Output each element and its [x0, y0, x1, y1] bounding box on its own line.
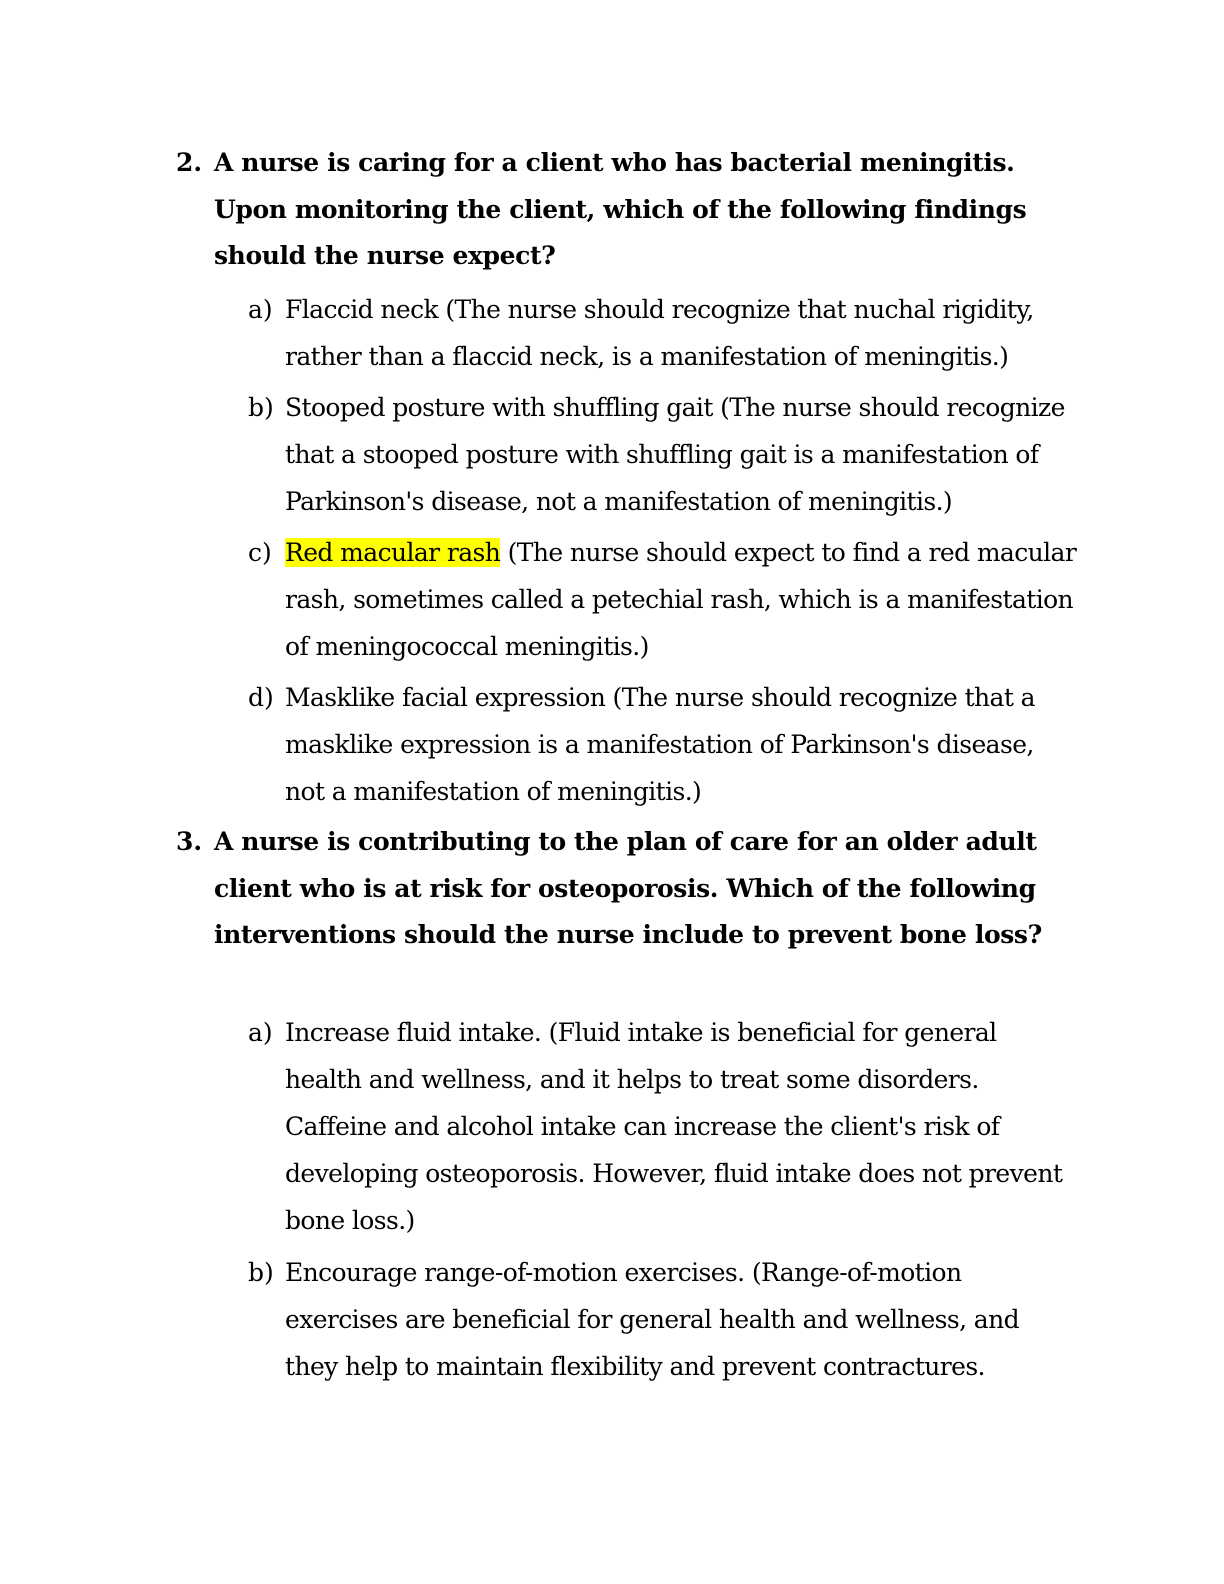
question-text: A nurse is contributing to the plan of care for an older adult client who is at risk for osteoporosis. Which of the following interventions should the nurse include to prevent bone loss?: [214, 827, 1042, 949]
option-letter: b): [248, 1258, 274, 1287]
option-letter: b): [248, 393, 274, 422]
option-text: Encourage range-of-motion exercises. (Range-of-motion exercises are beneficial for general health and wellness, and they help to maintain flexibility and prevent contractures.: [285, 1258, 1020, 1381]
option-text: Masklike facial expression (The nurse should recognize that a masklike expression is a manifestation of Parkinson's disease, not a manifestation of meningitis.): [285, 683, 1035, 806]
option-text: Flaccid neck (The nurse should recognize that nuchal rigidity, rather than a flaccid neck, is a manifestation of meningitis.): [285, 295, 1034, 371]
question-text: A nurse is caring for a client who has bacterial meningitis. Upon monitoring the client, which of the following findings should the nurse expect?: [214, 148, 1027, 270]
option-letter: c): [248, 538, 272, 567]
option-letter: a): [248, 1018, 273, 1047]
option-letter: d): [248, 683, 274, 712]
option-letter: a): [248, 295, 273, 324]
question-number: 3.: [176, 827, 203, 856]
option-text: Increase fluid intake. (Fluid intake is beneficial for general health and wellness, and it helps to treat some disorders. Caffeine and alcohol intake can increase the client's risk of developing osteoporosis. However, fluid intake does not prevent bone loss.): [285, 1018, 1063, 1235]
question-number: 2.: [176, 148, 203, 177]
highlighted-answer: Red macular rash: [285, 538, 501, 567]
option-text: [285, 529, 1078, 670]
option-text: Stooped posture with shuffling gait (The nurse should recognize that a stooped posture with shuffling gait is a manifestation of Parkinson's disease, not a manifestation of meningitis.): [285, 393, 1065, 516]
option-explanation: (The nurse should expect to find a red macular rash, sometimes called a petechial rash, which is a manifestation of meningococcal meningitis.): [285, 538, 1077, 661]
